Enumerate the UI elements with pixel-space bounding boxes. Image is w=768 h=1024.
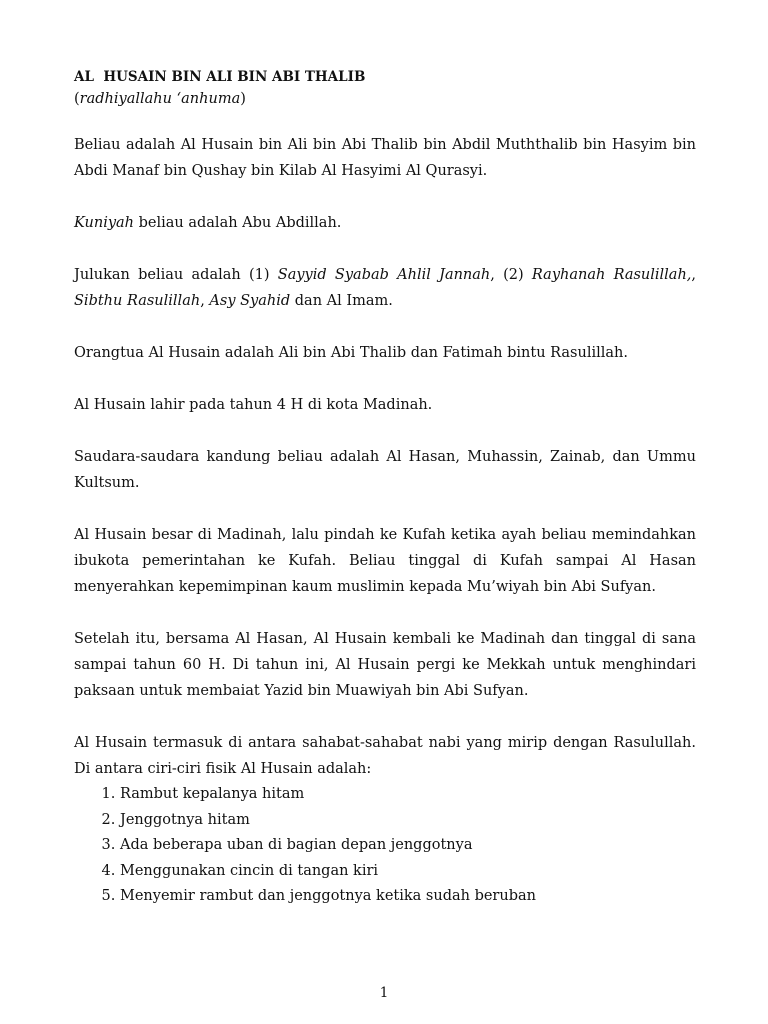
titles-text-4: , xyxy=(200,293,210,309)
paragraph-titles xyxy=(74,262,696,314)
document-title: AL HUSAIN BIN ALI BIN ABI THALIB xyxy=(74,69,366,85)
paragraph-kufah: Al Husain besar di Madinah, lalu pindah ke Kufah ketika ayah beliau memindahkan ibukota pemerintahan ke Kufah. Beliau tinggal di Kufah sampai Al Hasan menyerahkan kepemimpinan kaum muslimin kepada Mu’wiyah bin Abi Sufyan. xyxy=(74,527,696,595)
kuniyah-text: beliau adalah Abu Abdillah. xyxy=(134,215,342,231)
document-body xyxy=(74,66,696,910)
titles-text-5: dan Al Imam. xyxy=(290,293,393,309)
paragraph-features-intro: Al Husain termasuk di antara sahabat-sahabat nabi yang mirip dengan Rasulullah. Di antara ciri-ciri fisik Al Husain adalah: xyxy=(74,735,696,777)
paragraph-parents: Orangtua Al Husain adalah Ali bin Abi Thalib dan Fatimah bintu Rasulillah. xyxy=(74,345,628,361)
subtitle-close: ) xyxy=(240,91,246,107)
list-item: 4. Menggunakan cincin di tangan kiri xyxy=(120,859,696,885)
list-item: 5. Menyemir rambut dan jenggotnya ketika sudah beruban xyxy=(120,884,696,910)
paragraph-kuniyah xyxy=(74,210,696,236)
list-item: 2. Jenggotnya hitam xyxy=(120,808,696,834)
kuniyah-term: Kuniyah xyxy=(74,215,135,231)
paragraph-lineage: Beliau adalah Al Husain bin Ali bin Abi Thalib bin Abdil Muththalib bin Hasyim bin Abdi Manaf bin Qushay bin Kilab Al Hasyimi Al Qurasyi. xyxy=(74,137,696,179)
paragraph-birth: Al Husain lahir pada tahun 4 H di kota Madinah. xyxy=(74,397,433,413)
titles-italic-3: Sibthu Rasulillah xyxy=(74,293,201,309)
features-list xyxy=(74,782,696,910)
titles-text-3: , xyxy=(691,267,696,283)
titles-text-1: Julukan beliau adalah (1) xyxy=(74,267,278,283)
page-number: 1 xyxy=(379,985,389,1001)
subtitle-open: ( xyxy=(74,91,80,107)
titles-italic-2: Rayhanah Rasulillah, xyxy=(531,267,692,283)
paragraph-siblings: Saudara-saudara kandung beliau adalah Al Hasan, Muhassin, Zainab, dan Ummu Kultsum. xyxy=(74,449,696,491)
titles-italic-1: Sayyid Syabab Ahlil Jannah xyxy=(277,267,491,283)
list-item: 1. Rambut kepalanya hitam xyxy=(120,782,696,808)
paragraph-madinah: Setelah itu, bersama Al Hasan, Al Husain kembali ke Madinah dan tinggal di sana sampai tahun 60 H. Di tahun ini, Al Husain pergi ke Mekkah untuk menghindari paksaan untuk membaiat Yazid bin Muawiyah bin Abi Sufyan. xyxy=(74,631,696,699)
subtitle-honorific: radhiyallahu ‘anhuma xyxy=(79,91,241,107)
list-item: 3. Ada beberapa uban di bagian depan jenggotnya xyxy=(120,833,696,859)
titles-italic-4: Asy Syahid xyxy=(209,293,291,309)
titles-text-2: , (2) xyxy=(490,267,532,283)
document-subtitle xyxy=(74,88,696,110)
